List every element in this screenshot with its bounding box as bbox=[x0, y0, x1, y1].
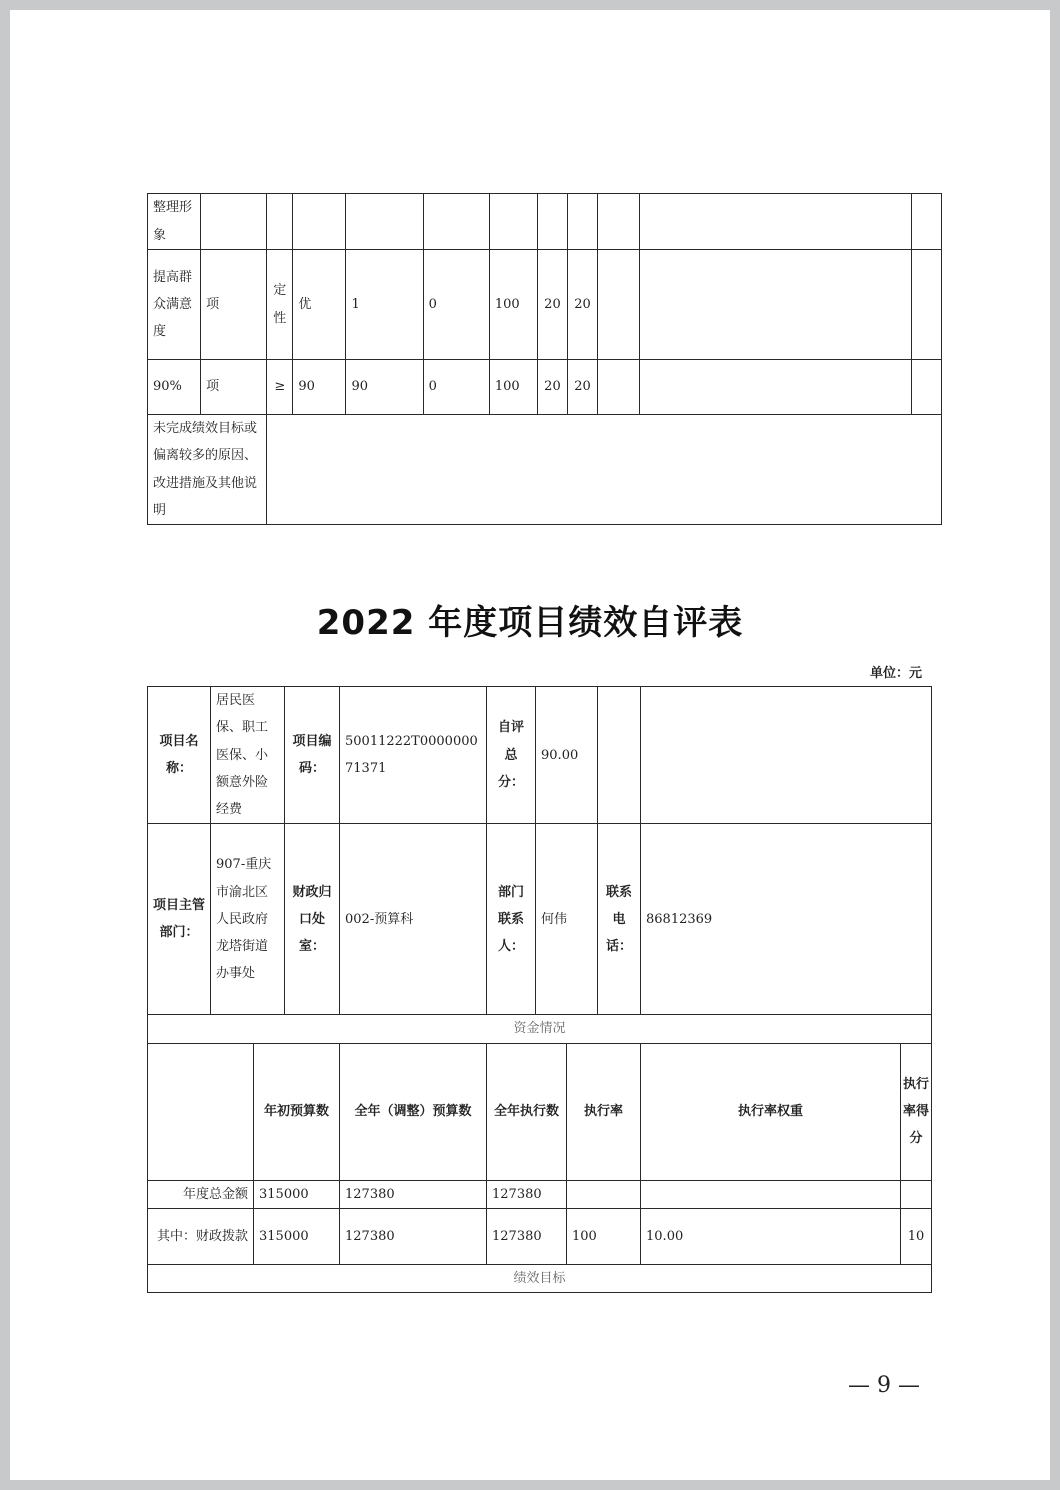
actual-cell: 90 bbox=[346, 360, 423, 415]
contact-label: 部门联系人： bbox=[487, 824, 536, 1015]
weight-cell bbox=[641, 1180, 901, 1208]
header-executed: 全年执行数 bbox=[487, 1043, 567, 1180]
target-cell: 90 bbox=[293, 360, 346, 415]
performance-section-header: 绩效目标 bbox=[148, 1265, 932, 1293]
header-rate-weight: 执行率权重 bbox=[641, 1043, 901, 1180]
rate-cell bbox=[567, 1180, 641, 1208]
table-row bbox=[148, 1015, 932, 1043]
header-rate-score: 执行率得分 bbox=[901, 1043, 932, 1180]
table-row bbox=[148, 1265, 932, 1293]
weight-cell: 20 bbox=[537, 360, 567, 415]
type-cell: ≥ bbox=[267, 360, 293, 415]
document-page bbox=[10, 10, 1050, 1480]
table-row bbox=[148, 1209, 932, 1265]
actual-cell: 1 bbox=[346, 250, 423, 360]
table-row bbox=[148, 194, 942, 250]
table-row bbox=[148, 687, 932, 824]
initial-budget-cell: 315000 bbox=[254, 1209, 340, 1265]
type-cell: 定性 bbox=[267, 250, 293, 360]
notes-content bbox=[267, 415, 942, 525]
weight-cell: 10.00 bbox=[641, 1209, 901, 1265]
self-score: 90.00 bbox=[536, 687, 598, 824]
finance-office-label: 财政归口处室： bbox=[285, 824, 340, 1015]
table-row bbox=[148, 360, 942, 415]
adjusted-budget-cell: 127380 bbox=[340, 1180, 487, 1208]
project-name-label: 项目名称： bbox=[148, 687, 211, 824]
weight-cell: 20 bbox=[537, 250, 567, 360]
table-row bbox=[148, 1180, 932, 1208]
project-name: 居民医保、职工医保、小额意外险经费 bbox=[211, 687, 285, 824]
unit-cell: 项 bbox=[201, 360, 267, 415]
row-label: 年度总金额 bbox=[148, 1180, 254, 1208]
adjusted-budget-cell: 127380 bbox=[340, 1209, 487, 1265]
deviation-cell: 0 bbox=[423, 250, 489, 360]
unit-cell: 项 bbox=[201, 250, 267, 360]
unit-label: 单位：元 bbox=[869, 666, 922, 681]
funds-section-header: 资金情况 bbox=[148, 1015, 932, 1043]
initial-budget-cell: 315000 bbox=[254, 1180, 340, 1208]
phone: 86812369 bbox=[641, 824, 932, 1015]
table-row bbox=[148, 824, 932, 1015]
rate-cell: 100 bbox=[489, 360, 537, 415]
contact: 何伟 bbox=[536, 824, 598, 1015]
score-cell: 20 bbox=[567, 250, 597, 360]
rate-cell: 100 bbox=[567, 1209, 641, 1265]
page-title: 2022 年度项目绩效自评表 bbox=[316, 603, 744, 643]
indicator-table-continued bbox=[147, 193, 942, 525]
score-cell bbox=[901, 1180, 932, 1208]
indicator-cell: 90% bbox=[148, 360, 201, 415]
row-label: 其中：财政拨款 bbox=[148, 1209, 254, 1265]
table-row bbox=[148, 415, 942, 525]
executed-cell: 127380 bbox=[487, 1209, 567, 1265]
executed-cell: 127380 bbox=[487, 1180, 567, 1208]
score-cell: 20 bbox=[567, 360, 597, 415]
page-number: — 9 — bbox=[848, 1373, 920, 1398]
self-evaluation-table bbox=[147, 686, 932, 1293]
indicator-cell: 整理形象 bbox=[148, 194, 201, 250]
finance-office: 002-预算科 bbox=[340, 824, 487, 1015]
dept: 907-重庆市渝北区人民政府龙塔街道办事处 bbox=[211, 824, 285, 1015]
indicator-cell: 提高群众满意度 bbox=[148, 250, 201, 360]
header-execution-rate: 执行率 bbox=[567, 1043, 641, 1180]
project-code-label: 项目编码： bbox=[285, 687, 340, 824]
notes-label: 未完成绩效目标或偏离较多的原因、改进措施及其他说明 bbox=[148, 415, 267, 525]
table-row bbox=[148, 250, 942, 360]
deviation-cell: 0 bbox=[423, 360, 489, 415]
rate-cell: 100 bbox=[489, 250, 537, 360]
self-score-label: 自评总分： bbox=[487, 687, 536, 824]
score-cell: 10 bbox=[901, 1209, 932, 1265]
dept-label: 项目主管部门： bbox=[148, 824, 211, 1015]
project-code: 50011222T000000071371 bbox=[340, 687, 487, 824]
phone-label: 联系电话： bbox=[598, 824, 641, 1015]
header-initial-budget: 年初预算数 bbox=[254, 1043, 340, 1180]
header-adjusted-budget: 全年（调整）预算数 bbox=[340, 1043, 487, 1180]
target-cell: 优 bbox=[293, 250, 346, 360]
table-row bbox=[148, 1043, 932, 1180]
